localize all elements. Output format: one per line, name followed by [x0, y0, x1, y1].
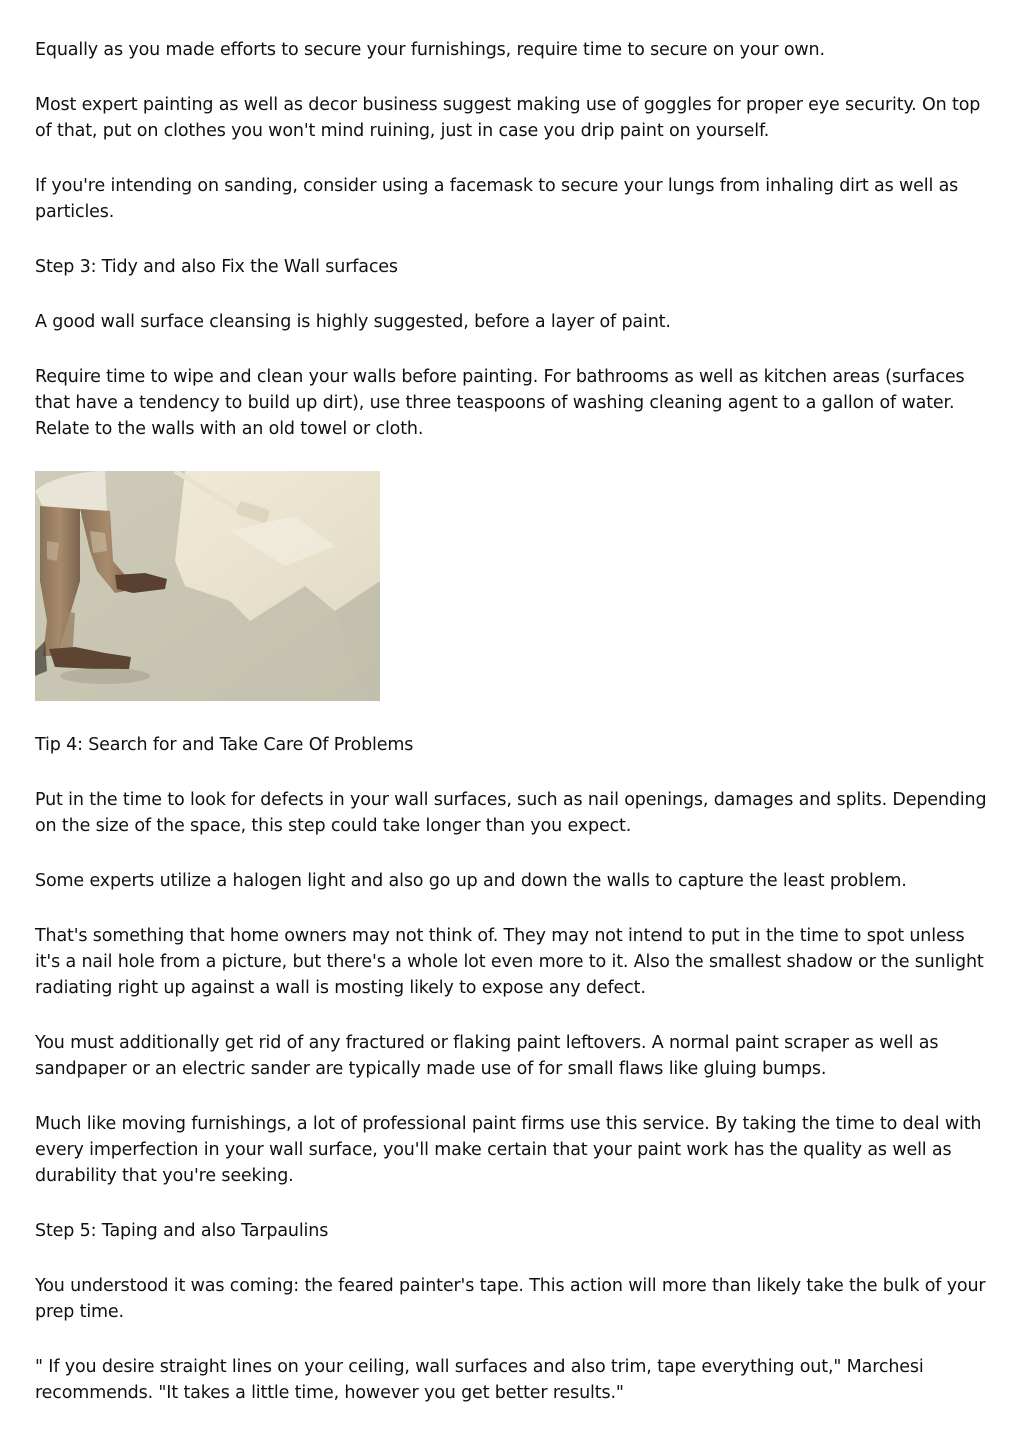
paragraph: Require time to wipe and clean your walls before painting. For bathrooms as well as kitchen areas (surfaces that have a tendency to build up dirt), use three teaspoons of washing cleaning agent to a gallon of water. Relate to the walls with an old towel or cloth. [35, 367, 965, 439]
paragraph: That's something that home owners may not think of. They may not intend to put in the time to spot unless it's a nail hole from a picture, but there's a whole lot even more to it. Also the smallest shadow or the sunlight radiating right up against a wall is mosting likely to expose any defect. [35, 926, 984, 998]
paragraph: Most expert painting as well as decor business suggest making use of goggles for proper eye security. On top of that, put on clothes you won't mind ruining, just in case you drip paint on yourself. [35, 95, 981, 141]
paragraph: If you're intending on sanding, consider using a facemask to secure your lungs from inhaling dirt as well as particles. [35, 176, 959, 222]
paragraph: A good wall surface cleansing is highly suggested, before a layer of paint. [35, 312, 671, 332]
section-heading-step-3: Step 3: Tidy and also Fix the Wall surfaces [35, 257, 398, 277]
paragraph: Equally as you made efforts to secure your furnishings, require time to secure on your own. [35, 40, 825, 60]
paragraph: Much like moving furnishings, a lot of professional paint firms use this service. By taking the time to deal with every imperfection in your wall surface, you'll make certain that your paint work has the quality as well as durability that you're seeking. [35, 1114, 982, 1186]
quote-paragraph: " If you desire straight lines on your ceiling, wall surfaces and also trim, tape everything out," Marchesi recommends. "It takes a little time, however you get better results." [35, 1357, 924, 1403]
section-heading-step-5: Step 5: Taping and also Tarpaulins [35, 1221, 329, 1241]
article-body [35, 37, 990, 1435]
section-heading-tip-4: Tip 4: Search for and Take Care Of Problems [35, 735, 414, 755]
paragraph: Some experts utilize a halogen light and also go up and down the walls to capture the least problem. [35, 871, 907, 891]
painting-floor-photo [35, 471, 380, 701]
paragraph: You must additionally get rid of any fractured or flaking paint leftovers. A normal paint scraper as well as sandpaper or an electric sander are typically made use of for small flaws like gluing bumps. [35, 1033, 939, 1079]
paragraph: Put in the time to look for defects in your wall surfaces, such as nail openings, damages and splits. Depending on the size of the space, this step could take longer than you expect. [35, 790, 987, 836]
paragraph: You understood it was coming: the feared painter's tape. This action will more than likely take the bulk of your prep time. [35, 1276, 986, 1322]
